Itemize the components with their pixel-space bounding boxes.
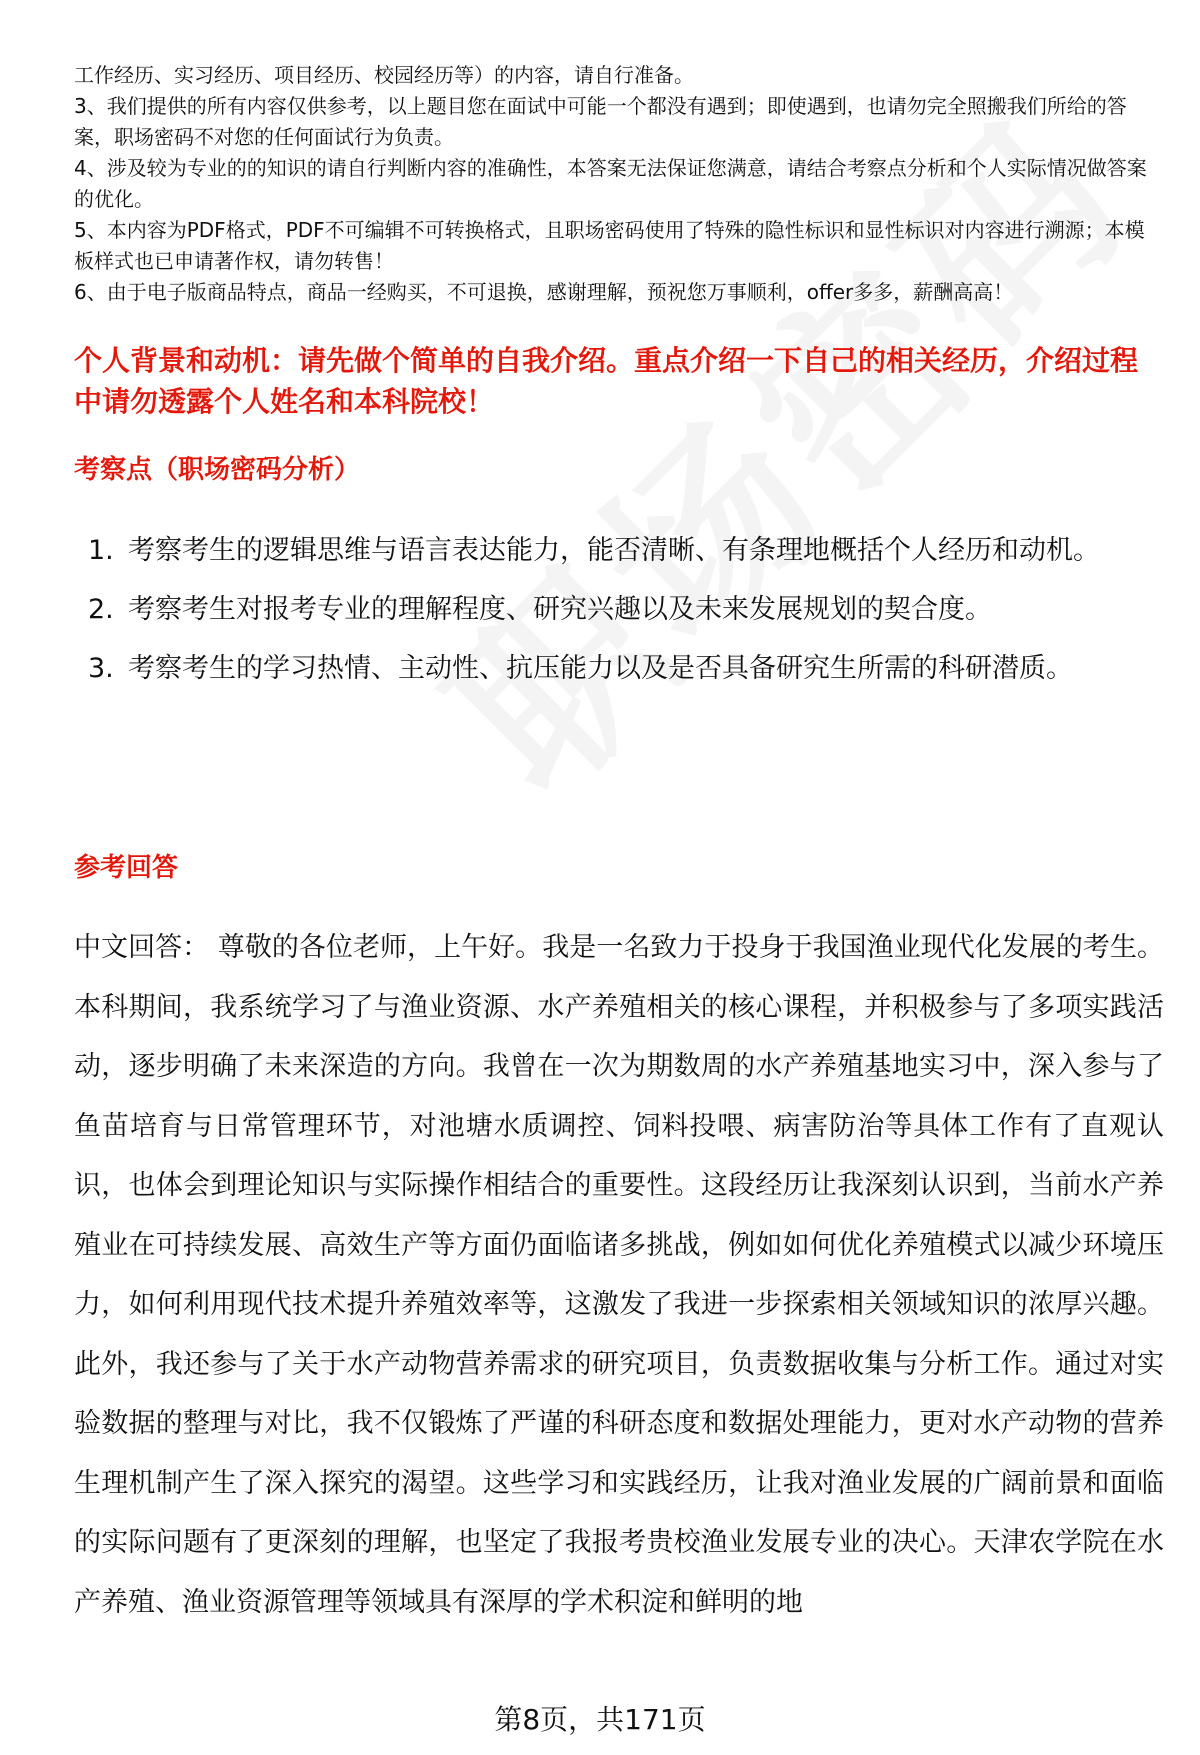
question-heading: 个人背景和动机：请先做个简单的自我介绍。重点介绍一下自己的相关经历，介绍过程中请勿透露个人姓名和本科院校！ <box>74 344 1139 418</box>
note-line: 5、本内容为PDF格式，PDF不可编辑不可转换格式，且职场密码使用了特殊的隐性标识和显性标识对内容进行溯源；本模板样式也已申请著作权，请勿转售！ <box>74 218 1145 273</box>
list-item-number: 2. <box>88 594 114 625</box>
analysis-heading: 考察点（职场密码分析） <box>74 455 361 485</box>
list-item <box>74 522 1164 580</box>
analysis-list <box>74 522 1164 699</box>
answer-paragraph: 中文回答： 尊敬的各位老师，上午好。我是一名致力于投身于我国渔业现代化发展的考生。本科期间，我系统学习了与渔业资源、水产养殖相关的核心课程，并积极参与了多项实践活动，逐步明确了未来深造的方向。我曾在一次为期数周的水产养殖基地实习中，深入参与了鱼苗培育与日常管理环节，对池塘水质调控、饲料投喂、病害防治等具体工作有了直观认识，也体会到理论知识与实际操作相结合的重要性。这段经历让我深刻认识到，当前水产养殖业在可持续发展、高效生产等方面仍面临诸多挑战，例如如何优化养殖模式以减少环境压力，如何利用现代技术提升养殖效率等，这激发了我进一步探索相关领域知识的浓厚兴趣。此外，我还参与了关于水产动物营养需求的研究项目，负责数据收集与分析工作。通过对实验数据的整理与对比，我不仅锻炼了严谨的科研态度和数据处理能力，更对水产动物的营养生理机制产生了深入探究的渴望。这些学习和实践经历，让我对渔业发展的广阔前景和面临的实际问题有了更深刻的理解，也坚定了我报考贵校渔业发展专业的决心。天津农学院在水产养殖、渔业资源管理等领域具有深厚的学术积淀和鲜明的地 <box>74 932 1164 1618</box>
note-line: 4、涉及较为专业的的知识的请自行判断内容的准确性，本答案无法保证您满意，请结合考察点分析和个人实际情况做答案的优化。 <box>74 156 1147 211</box>
note-line: 3、我们提供的所有内容仅供参考，以上题目您在面试中可能一个都没有遇到；即使遇到，也请勿完全照搬我们所给的答案，职场密码不对您的任何面试行为负责。 <box>74 94 1127 149</box>
reference-heading: 参考回答 <box>74 853 179 883</box>
page-number: 第8页，共171页 <box>494 1703 706 1736</box>
list-item-text: 考察考生对报考专业的理解程度、研究兴趣以及未来发展规划的契合度。 <box>128 594 992 625</box>
list-item <box>74 581 1164 639</box>
list-item-number: 3. <box>88 653 114 684</box>
list-item-text: 考察考生的学习热情、主动性、抗压能力以及是否具备研究生所需的科研潜质。 <box>128 653 1073 684</box>
list-item <box>74 640 1164 698</box>
note-line: 6、由于电子版商品特点，商品一经购买，不可退换，感谢理解，预祝您万事顺利，offer多多，薪酬高高！ <box>74 280 1014 304</box>
list-item-text: 考察考生的逻辑思维与语言表达能力，能否清晰、有条理地概括个人经历和动机。 <box>128 535 1100 566</box>
notes-section <box>74 60 1154 308</box>
list-item-number: 1. <box>88 535 114 566</box>
note-line: 工作经历、实习经历、项目经历、校园经历等）的内容，请自行准备。 <box>74 63 694 87</box>
